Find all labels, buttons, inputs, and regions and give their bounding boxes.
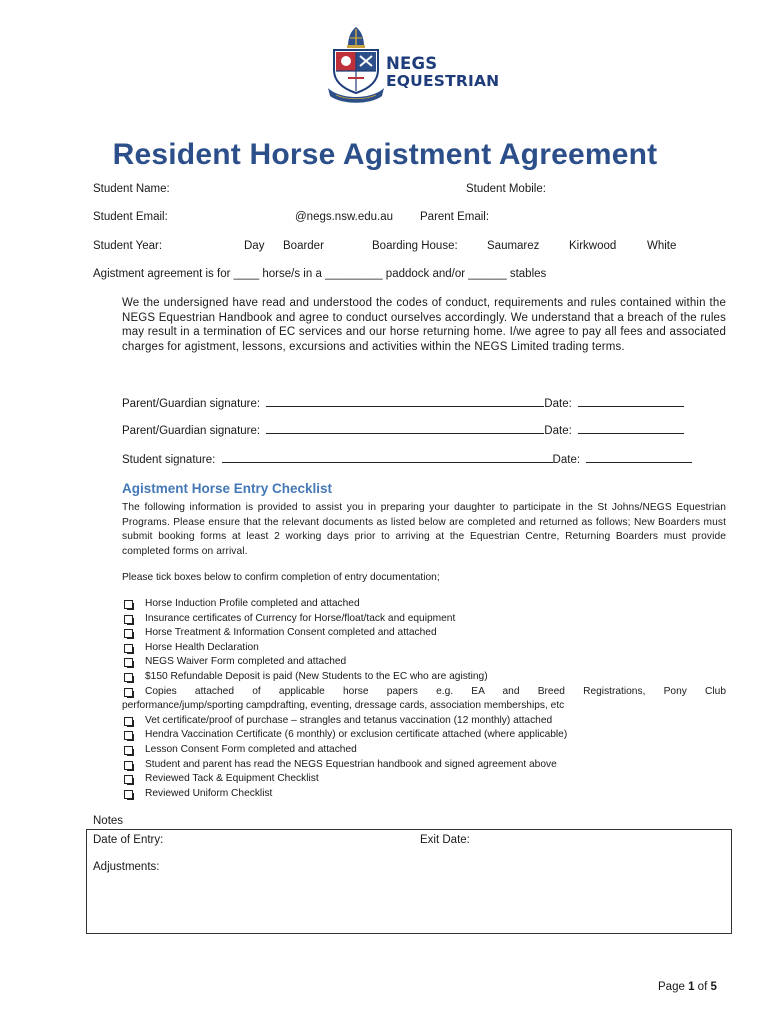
checklist-items xyxy=(122,597,726,801)
checkbox[interactable] xyxy=(124,688,133,697)
checkbox[interactable] xyxy=(124,746,133,755)
boarder-option: Boarder xyxy=(283,240,324,252)
day-option: Day xyxy=(244,240,265,252)
student-email-label: Student Email: xyxy=(93,211,168,223)
checklist-intro: The following information is provided to assist you in preparing your daughter to participate in the St Johns/NEGS Equestrian Programs. Please ensure that the relevant documents as listed below are completed and returned as follows; New Boarders must submit booking forms at least 2 working days prior to arriving at the Equestrian Centre, Returning Boarders must provide completed forms on arrival. xyxy=(122,502,726,557)
checklist-item: Horse Health Declaration xyxy=(122,641,726,656)
agreement-text: We the undersigned have read and understood the codes of conduct, requirements and rules contained within the NEGS Equestrian Handbook and agree to conduct ourselves accordingly. We understand that a breach of the rules may result in a termination of EC services and our horse returning home. I/we agree to pay all fees and associated charges for agistment, lessons, excursions and activities within the NEGS Limited trading terms. xyxy=(122,297,726,353)
checkbox[interactable] xyxy=(124,673,133,682)
signature-line xyxy=(222,451,553,463)
checkbox[interactable] xyxy=(124,731,133,740)
checklist-item: Lesson Consent Form completed and attached xyxy=(122,743,726,758)
house-white: White xyxy=(647,240,677,252)
checkbox[interactable] xyxy=(124,717,133,726)
adjustments-label: Adjustments: xyxy=(93,861,160,873)
checkbox[interactable] xyxy=(124,629,133,638)
house-kirkwood: Kirkwood xyxy=(569,240,617,252)
student-year-label: Student Year: xyxy=(93,240,163,252)
email-domain: @negs.nsw.edu.au xyxy=(295,211,393,223)
boarding-house-label: Boarding House: xyxy=(372,240,458,252)
signature-label: Parent/Guardian signature: xyxy=(122,398,261,410)
checklist-item: NEGS Waiver Form completed and attached xyxy=(122,655,726,670)
signature-line xyxy=(266,422,544,434)
checklist-item: Vet certificate/proof of purchase – strangles and tetanus vaccination (12 monthly) attached xyxy=(122,714,726,729)
student-mobile-label: Student Mobile: xyxy=(466,183,546,195)
date-line xyxy=(578,395,684,407)
checkbox[interactable] xyxy=(124,761,133,770)
notes-label: Notes xyxy=(93,815,124,827)
signature-row xyxy=(122,451,692,466)
checklist-title: Agistment Horse Entry Checklist xyxy=(122,481,333,496)
checkbox[interactable] xyxy=(124,644,133,653)
checklist-item: Insurance certificates of Currency for Horse/float/tack and equipment xyxy=(122,612,726,627)
student-name-label: Student Name: xyxy=(93,183,170,195)
signature-label: Student signature: xyxy=(122,454,216,466)
brand-name-line1: NEGS xyxy=(386,54,438,73)
checklist-item: $150 Refundable Deposit is paid (New Students to the EC who are agisting) xyxy=(122,670,726,685)
checklist-item: Reviewed Tack & Equipment Checklist xyxy=(122,772,726,787)
checklist-item: Student and parent has read the NEGS Equestrian handbook and signed agreement above xyxy=(122,758,726,773)
checkbox[interactable] xyxy=(124,658,133,667)
checkbox[interactable] xyxy=(124,615,133,624)
date-label: Date: xyxy=(544,398,572,410)
date-line xyxy=(578,422,684,434)
signature-row xyxy=(122,395,684,410)
checklist-item: Copies attached of applicable horse papers e.g. EA and Breed Registrations, Pony Club performance/jump/sporting campdrafting, eventing, dressage cards, association memberships, etc xyxy=(122,685,726,712)
signature-line xyxy=(266,395,544,407)
date-line xyxy=(586,451,692,463)
page-title: Resident Horse Agistment Agreement xyxy=(112,138,658,171)
checklist-item: Horse Induction Profile completed and attached xyxy=(122,597,726,612)
page-number: Page 1 of 5 xyxy=(658,981,717,993)
brand-name-line2: EQUESTRIAN xyxy=(386,72,500,90)
date-label: Date: xyxy=(552,454,581,466)
date-of-entry-label: Date of Entry: xyxy=(93,834,164,846)
checkbox[interactable] xyxy=(124,600,133,609)
parent-email-label: Parent Email: xyxy=(420,211,490,223)
negs-crest-icon xyxy=(326,26,386,104)
exit-date-label: Exit Date: xyxy=(420,834,470,846)
checklist-item: Hendra Vaccination Certificate (6 monthly) or exclusion certificate attached (where applicable) xyxy=(122,728,726,743)
signature-label: Parent/Guardian signature: xyxy=(122,425,261,437)
agistment-line: Agistment agreement is for ____ horse/s in a _________ paddock and/or ______ stables xyxy=(93,268,547,280)
checklist-item: Reviewed Uniform Checklist xyxy=(122,787,726,802)
date-label: Date: xyxy=(544,425,572,437)
checkbox[interactable] xyxy=(124,775,133,784)
checklist-item: Horse Treatment & Information Consent completed and attached xyxy=(122,626,726,641)
checklist-instruction: Please tick boxes below to confirm completion of entry documentation; xyxy=(122,572,440,583)
checkbox[interactable] xyxy=(124,790,133,799)
notes-box xyxy=(86,829,732,934)
signature-row xyxy=(122,422,684,437)
house-saumarez: Saumarez xyxy=(487,240,540,252)
